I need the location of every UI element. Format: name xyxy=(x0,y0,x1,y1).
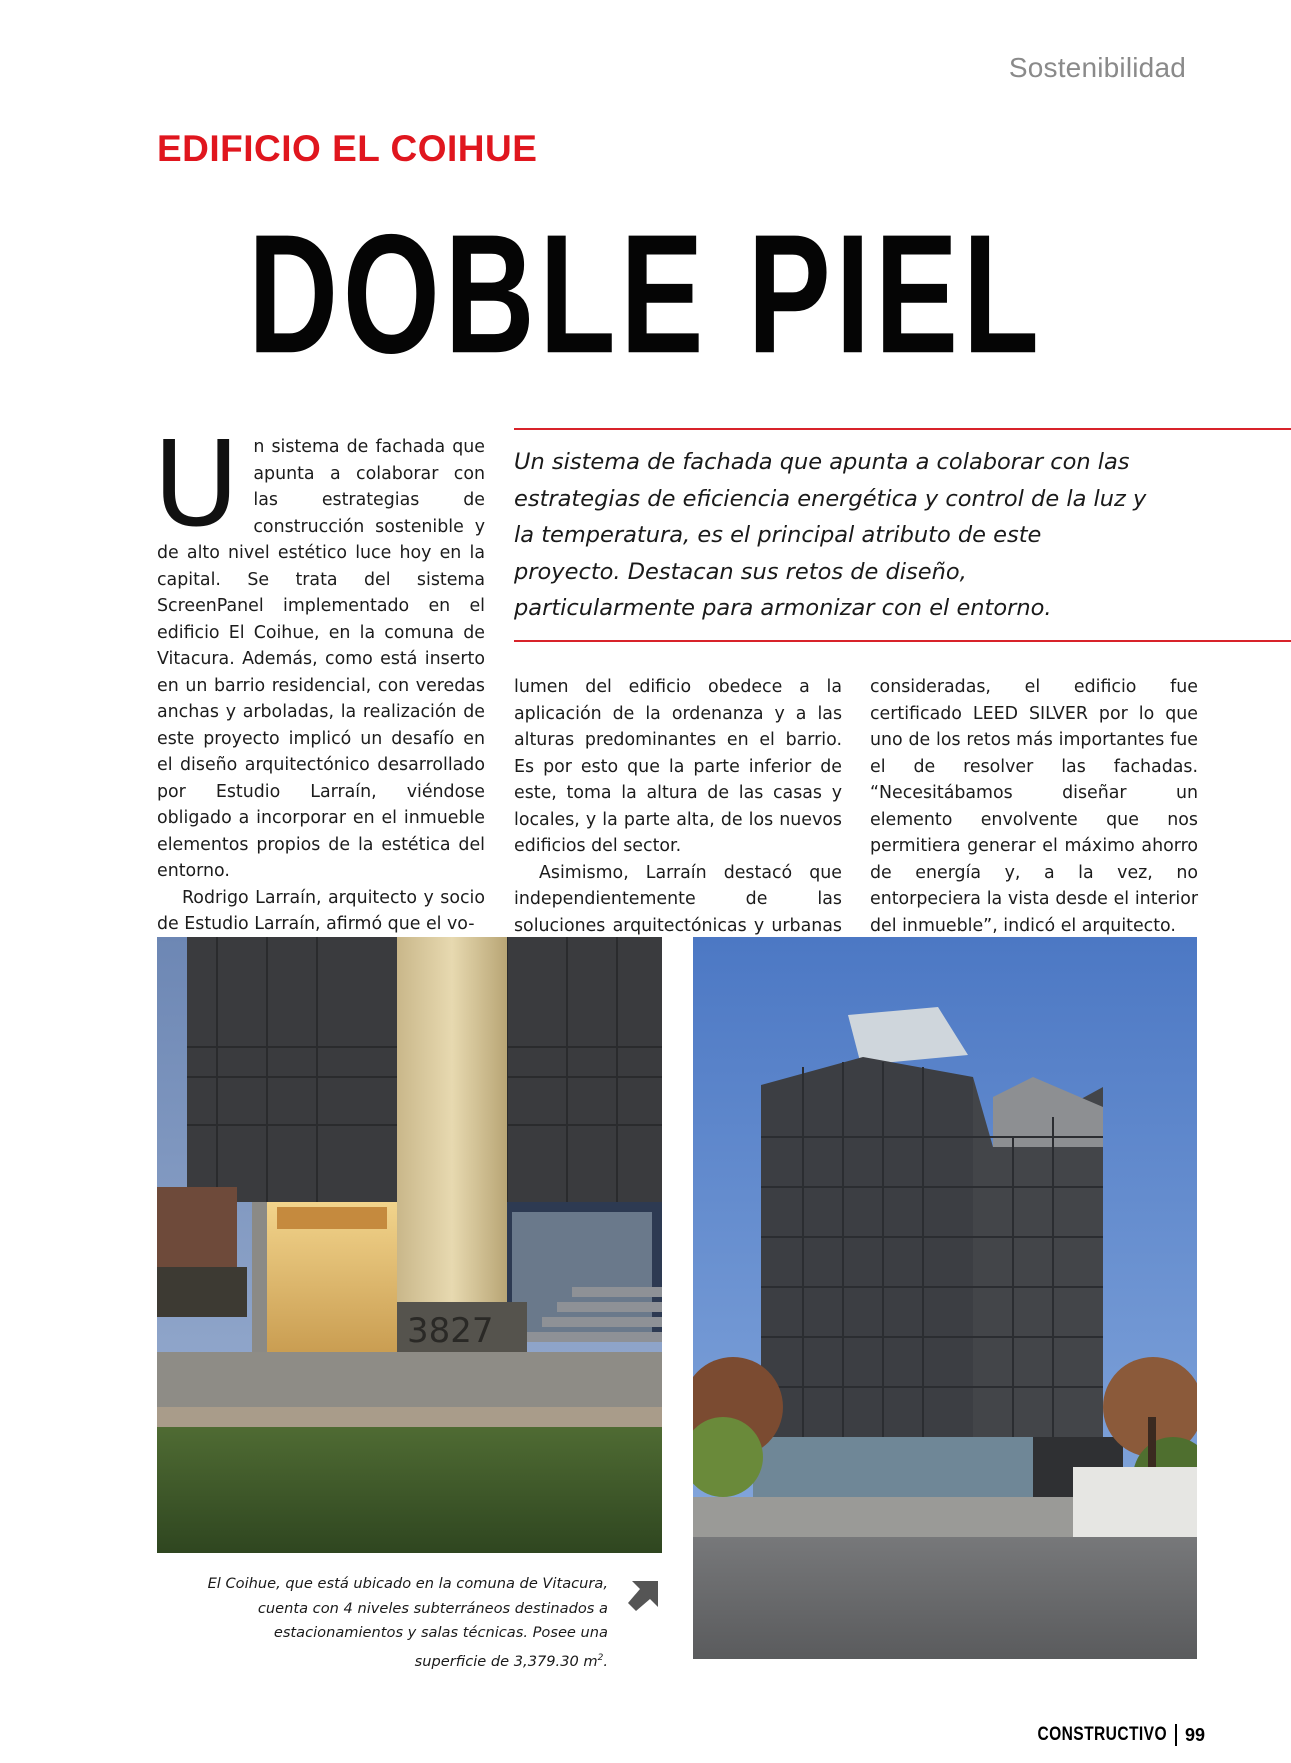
caption-superscript: 2 xyxy=(597,1652,604,1663)
page-number: 99 xyxy=(1184,1724,1205,1745)
body-paragraph: consideradas, el edificio fue certificado LEED SILVER por lo que uno de los retos más importantes fue el de resolver las fachadas. “Necesitábamos diseñar un elemento envolvente que nos permitiera generar el máximo ahorro de energía y, a la vez, no entorpeciera la vista desde el interior del inmueble”, indicó el arquitecto. xyxy=(870,677,1198,936)
body-paragraph: Asimismo, Larraín destacó que independientemente de las soluciones arquitectónicas y urbanas xyxy=(514,862,842,936)
article-deck: Un sistema de fachada que apunta a colaborar con las estrategias de eficiencia energética y control de la luz y la temperatura, es el principal atributo de este proyecto. Destacan sus retos de diseño, particularmente para armonizar con el entorno. xyxy=(514,449,1147,621)
body-paragraph xyxy=(153,415,485,885)
footer-divider xyxy=(1175,1724,1177,1746)
article-kicker: EDIFICIO EL COIHUE xyxy=(157,128,538,169)
body-paragraph: lumen del edificio obedece a la aplicación de la ordenanza y a las alturas predominantes en el barrio. Es por esto que la parte inferior de este, toma la altura de las casas y locales, y la parte alta, de los nuevos edificios del sector. xyxy=(514,677,842,856)
photo-building-entrance xyxy=(157,937,662,1553)
page-footer xyxy=(1009,1724,1205,1746)
body-column-1 xyxy=(153,415,485,938)
drop-cap: U xyxy=(153,415,240,553)
section-label: Sostenibilidad xyxy=(1008,52,1186,83)
body-column-3 xyxy=(870,674,1198,939)
photo-building-exterior xyxy=(693,937,1197,1659)
photo-caption xyxy=(200,1572,608,1674)
deck-bottom-rule xyxy=(514,640,1291,642)
deck-top-rule xyxy=(514,428,1291,430)
building-number: 3827 xyxy=(407,1311,494,1351)
caption-period: . xyxy=(603,1652,608,1670)
article-headline: DOBLE PIEL xyxy=(248,198,1044,389)
caption-text: El Coihue, que está ubicado en la comuna de Vitacura, cuenta con 4 niveles subterráneos destinados a estacionamientos y salas técnicas. Posee una superficie de 3,379.30 m xyxy=(207,1575,608,1670)
body-column-2 xyxy=(514,674,842,966)
magazine-name: CONSTRUCTIVO xyxy=(1037,1724,1167,1745)
arrow-up-right-icon xyxy=(626,1577,662,1613)
paragraph-text: n sistema de fachada que apunta a colaborar con las estrategias de construcción sostenible y de alto nivel estético luce hoy en la capital. Se trata del sistema ScreenPanel implementado en el edificio El Coihue, en la comuna de Vitacura. Además, como está inserto en un barrio residencial, con veredas anchas y arboladas, la realización de este proyecto implicó un desafío en el diseño arquitectónico desarrollado por Estudio Larraín, viéndose obligado a incorporar en el inmueble elementos propios de la estética del entorno. xyxy=(157,437,485,881)
body-paragraph: Rodrigo Larraín, arquitecto y socio de Estudio Larraín, afirmó que el vo- xyxy=(157,887,485,934)
